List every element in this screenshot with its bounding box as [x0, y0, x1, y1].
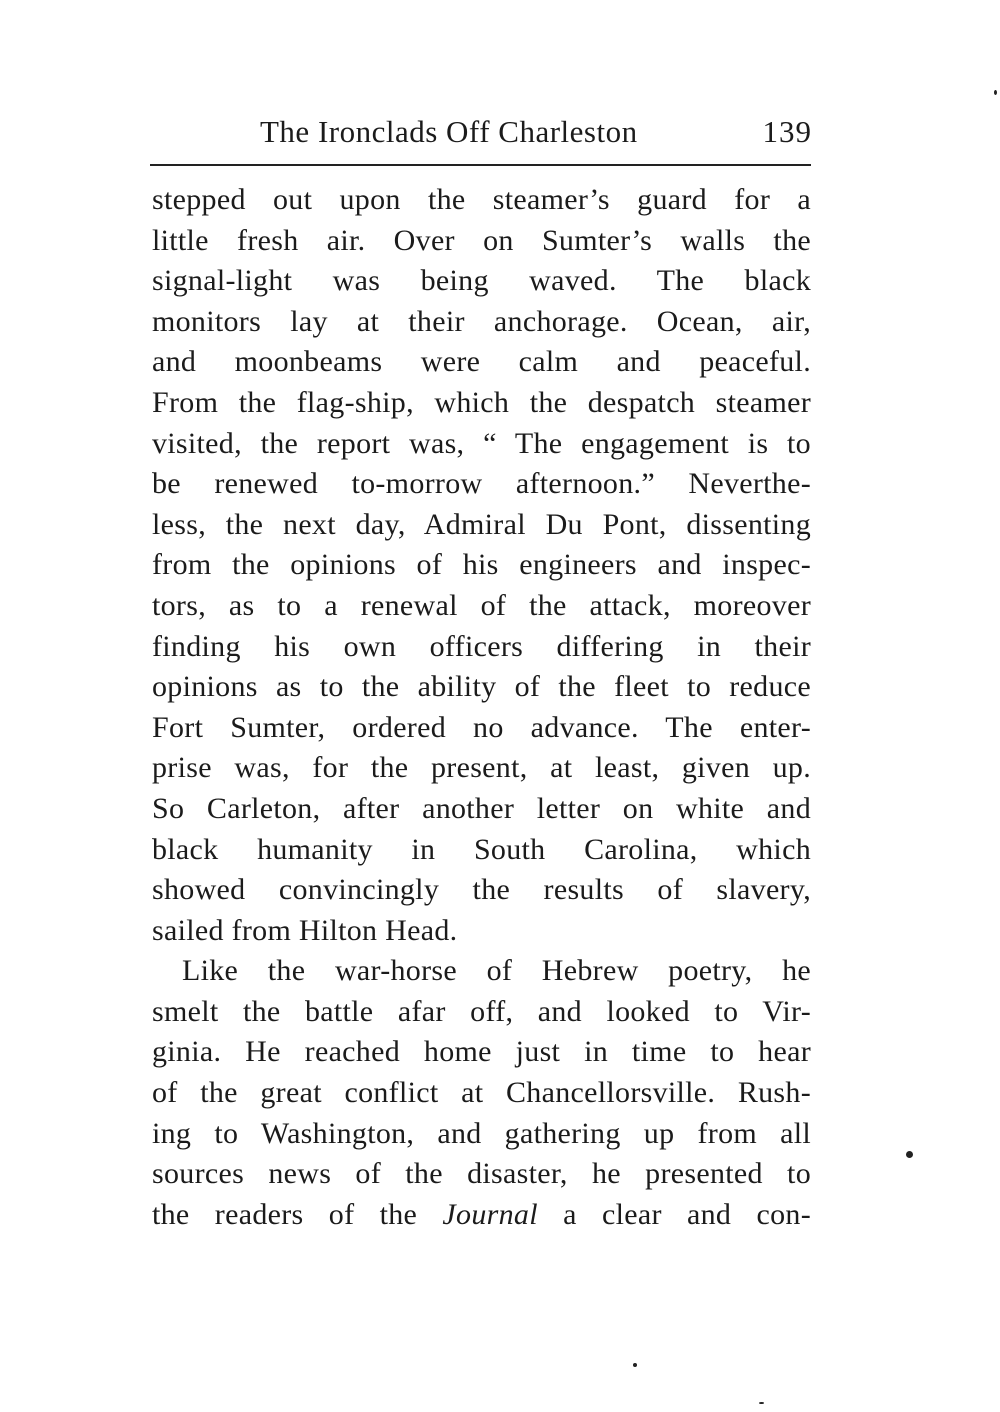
- text-fragment: a clear and con-: [537, 1197, 811, 1231]
- text-line: showed convincingly the results of slavery,: [152, 873, 811, 907]
- text-fragment: the readers of the: [152, 1197, 443, 1231]
- text-line: ginia. He reached home just in time to hear: [152, 1035, 811, 1069]
- text-line: of the great conflict at Chancellorsville. Rush-: [152, 1076, 811, 1110]
- text-line: be renewed to-morrow afternoon.” Neverthe-: [152, 467, 811, 501]
- paper-speck: [759, 1402, 764, 1404]
- body-text: [152, 180, 811, 1235]
- text-line: prise was, for the present, at least, given up.: [152, 751, 811, 785]
- text-line: opinions as to the ability of the fleet to reduce: [152, 670, 811, 704]
- text-line: less, the next day, Admiral Du Pont, dissenting: [152, 507, 811, 541]
- paper-speck: [906, 1151, 913, 1158]
- text-line: So Carleton, after another letter on white and: [152, 791, 811, 825]
- paper-speck: [994, 90, 997, 95]
- running-head: [152, 112, 812, 156]
- text-line: little fresh air. Over on Sumter’s walls the: [152, 223, 811, 257]
- text-line: Like the war-horse of Hebrew poetry, he: [182, 954, 811, 988]
- text-line: and moonbeams were calm and peaceful.: [152, 345, 811, 379]
- text-line: finding his own officers differing in their: [152, 629, 811, 663]
- text-line: sources news of the disaster, he presented to: [152, 1157, 811, 1191]
- text-line: Fort Sumter, ordered no advance. The enter-: [152, 710, 811, 744]
- text-line: monitors lay at their anchorage. Ocean, air,: [152, 304, 811, 338]
- text-line: sailed from Hilton Head.: [152, 913, 458, 947]
- header-rule: [150, 164, 811, 166]
- journal-title-italic: Journal: [442, 1197, 538, 1231]
- text-line: smelt the battle afar off, and looked to Vir-: [152, 994, 811, 1028]
- text-line: stepped out upon the steamer’s guard for a: [152, 183, 811, 216]
- page-number: 139: [762, 114, 812, 149]
- text-line: visited, the report was, “ The engagement is to: [152, 426, 811, 460]
- text-line: from the opinions of his engineers and inspec-: [152, 548, 811, 582]
- running-title: The Ironclads Off Charleston: [260, 114, 638, 149]
- text-line: tors, as to a renewal of the attack, moreover: [152, 588, 811, 622]
- text-line-last: [152, 1195, 811, 1236]
- text-line: black humanity in South Carolina, which: [152, 832, 811, 866]
- paper-speck: [633, 1363, 637, 1367]
- paragraph-1: [152, 180, 811, 951]
- text-line: From the flag-ship, which the despatch steamer: [152, 385, 811, 419]
- text-line: ing to Washington, and gathering up from all: [152, 1116, 811, 1150]
- paragraph-2: [152, 951, 811, 1235]
- text-line: signal-light was being waved. The black: [152, 264, 811, 298]
